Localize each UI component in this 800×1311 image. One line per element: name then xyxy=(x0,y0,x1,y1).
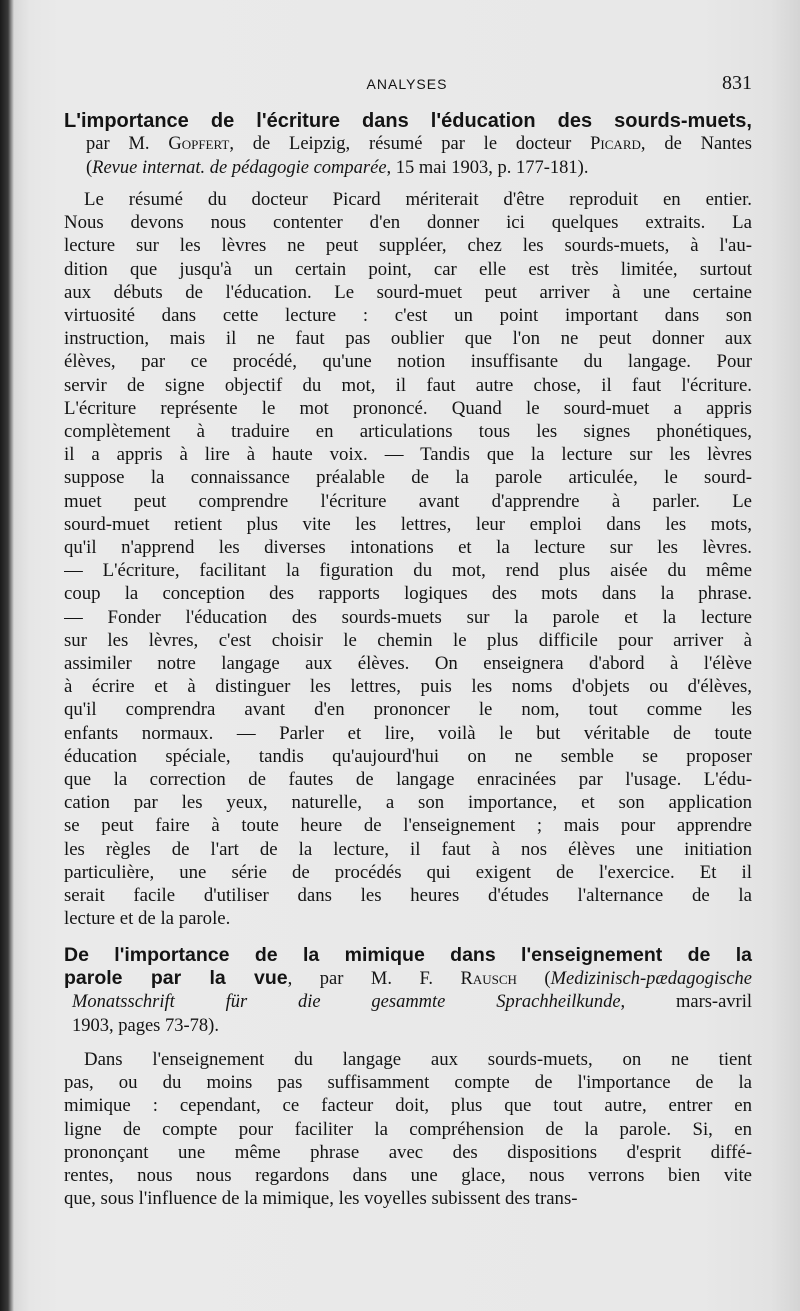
text-line: virtuosité dans cette lecture : c'est un point important dans son xyxy=(64,305,752,327)
page-content xyxy=(64,110,752,1210)
text-line: prononçant une même phrase avec des dispositions d'esprit diffé- xyxy=(64,1141,752,1163)
source-details: , 15 mai 1903, p. 177-181). xyxy=(386,157,589,178)
author-name: Gopfert xyxy=(168,134,230,154)
text-line: élèves, par ce procédé, qu'une notion insuffisante du langage. Pour xyxy=(64,351,752,373)
page-number: 831 xyxy=(722,72,752,94)
text-line: cation par les yeux, naturelle, a son importance, et son application xyxy=(64,792,752,814)
text-line: mimique : cependant, ce facteur doit, plus que tout autre, entrer en xyxy=(64,1095,752,1117)
text-line: il a appris à lire à haute voix. — Tandis que la lecture sur les lèvres xyxy=(64,444,752,466)
byline-prefix: par M. xyxy=(86,134,169,154)
text-line: rentes, nous nous regardons dans une glace, nous verrons bien vite xyxy=(64,1165,752,1187)
article2-body xyxy=(64,1048,752,1210)
text-line: particulière, une série de procédés qui exigent de l'exercice. Et il xyxy=(64,861,752,883)
text-line: que la correction de fautes de langage enracinées par l'usage. L'édu- xyxy=(64,769,752,791)
article2-title-line1: De l'importance de la mimique dans l'enseignement de la xyxy=(64,943,752,966)
text-line: dition que jusqu'à un certain point, car elle est très limitée, surtout xyxy=(64,258,752,280)
text-line: que, sous l'influence de la mimique, les voyelles subissent des trans- xyxy=(64,1188,578,1210)
text-line: Dans l'enseignement du langage aux sourds-muets, on ne tient xyxy=(84,1049,752,1070)
text-line: L'écriture représente le mot prononcé. Quand le sourd-muet a appris xyxy=(64,397,752,419)
text-line: suppose la connaissance préalable de la parole articulée, le sourd- xyxy=(64,467,752,489)
byline-suffix: , de Nantes xyxy=(640,134,752,154)
byline-middle: , de Leipzig, résumé par le docteur xyxy=(229,134,591,154)
text-line: complètement à traduire en articulations tous les signes phonétiques, xyxy=(64,421,752,443)
text-line: ligne de compte pour faciliter la compréhension de la parole. Si, en xyxy=(64,1118,752,1140)
text-line: à écrire et à distinguer les lettres, puis les noms d'objets ou d'élèves, xyxy=(64,676,752,698)
text-line: se peut faire à toute heure de l'enseignement ; mais pour apprendre xyxy=(64,815,752,837)
text-line: les règles de l'art de la lecture, il faut à nos élèves une initiation xyxy=(64,838,752,860)
text-line: instruction, mais il ne faut pas oublier que l'on ne peut donner aux xyxy=(64,328,752,350)
text-line: — L'écriture, facilitant la figuration du mot, rend plus aisée du même xyxy=(64,560,752,582)
article2-title-line4: 1903, pages 73-78). xyxy=(72,1015,219,1036)
running-head xyxy=(14,72,800,98)
text-line: muet peut comprendre l'écriture avant d'apprendre à parler. Le xyxy=(64,490,752,512)
text-line: assimiler notre langage aux élèves. On enseignera d'abord à l'élève xyxy=(64,653,752,675)
text-line: lecture sur les lèvres ne peut suppléer, chez les sourds-muets, à l'au- xyxy=(64,235,752,257)
text-line: sur les lèvres, c'est choisir le chemin le plus difficile pour arriver à xyxy=(64,629,752,651)
source-open: ( xyxy=(86,157,93,178)
text-line: servir de signe objectif du mot, il faut autre chose, il faut l'écriture. xyxy=(64,374,752,396)
reviewer-name: Picard xyxy=(590,134,641,154)
article2-byline-prefix: , par M. F. xyxy=(287,968,461,989)
text-line: coup la conception des rapports logiques des mots dans la phrase. xyxy=(64,583,752,605)
article2-heading xyxy=(64,943,752,1039)
text-line: sourd-muet retient plus vite les lettres, leur emploi dans les mots, xyxy=(64,513,752,535)
article1-byline xyxy=(64,133,752,157)
text-line: Nous devons nous contenter d'en donner ici quelques extraits. La xyxy=(64,212,752,234)
article2-journal-part2: Monatsschrift für die gesammte Sprachheilkunde xyxy=(72,992,621,1012)
book-page xyxy=(14,0,800,1311)
text-line: qu'il comprendra avant d'en prononcer le nom, tout comme les xyxy=(64,699,752,721)
article1-title: L'importance de l'écriture dans l'éducation des sourds-muets, xyxy=(64,110,752,132)
text-line: lecture et de la parole. xyxy=(64,908,231,930)
article2-title-line2 xyxy=(64,967,752,992)
article2-journal-part1: Medizinisch-pædagogische xyxy=(550,968,752,989)
text-line: qu'il n'apprend les diverses intonations et la lecture sur les lèvres. xyxy=(64,537,752,559)
article2-source-details-1: , mars-avril xyxy=(620,992,752,1012)
article2-title-bold: parole par la vue xyxy=(64,966,288,989)
article1-body xyxy=(64,188,752,931)
article2-source-open: ( xyxy=(516,968,551,989)
text-line: serait facile d'utiliser dans les heures d'études l'alternance de la xyxy=(64,885,752,907)
text-line: — Fonder l'éducation des sourds-muets sur la parole et la lecture xyxy=(64,606,752,628)
article2-title-line3 xyxy=(64,991,752,1015)
text-line: éducation spéciale, tandis qu'aujourd'hui on ne semble se proposer xyxy=(64,745,752,767)
text-line: Le résumé du docteur Picard mériterait d'être reproduit en entier. xyxy=(84,189,752,210)
article1-source xyxy=(64,157,752,181)
running-title: ANALYSES xyxy=(366,76,448,92)
text-line: enfants normaux. — Parler et lire, voilà le but véritable de toute xyxy=(64,722,752,744)
article2-author: Rausch xyxy=(460,968,517,989)
text-line: pas, ou du moins pas suffisamment compte de l'importance de la xyxy=(64,1072,752,1094)
text-line: aux débuts de l'éducation. Le sourd-muet peut arriver à une certaine xyxy=(64,281,752,303)
article1-citation xyxy=(64,133,752,180)
source-journal: Revue internat. de pédagogie comparée xyxy=(92,157,387,178)
